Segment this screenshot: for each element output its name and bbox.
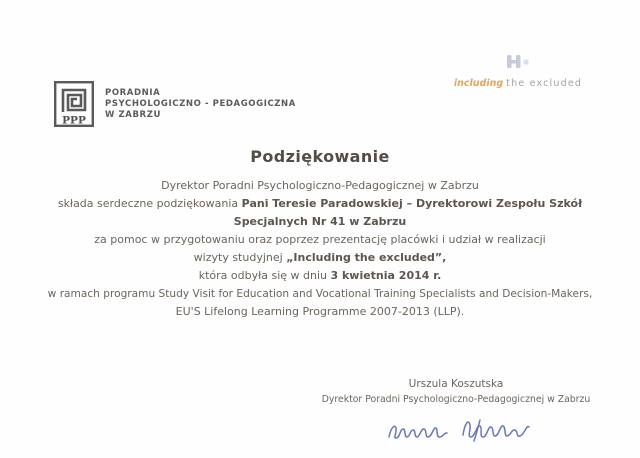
certificate-title: Podziękowanie — [250, 147, 390, 166]
org-name-line: PSYCHOLOGICZNO - PEDAGOGICZNA — [105, 99, 296, 109]
body-line-3: Specjalnych Nr 41 w Zabrzu — [233, 215, 407, 228]
body-line-2-normal: składa serdeczne podziękowania — [57, 197, 242, 210]
body-line-7: w ramach programu Study Visit for Education and Vocational Training Specialists and Decision-Makers, — [47, 288, 593, 300]
org-name-line: W ZABRZU — [105, 110, 161, 120]
brand-word-the-excluded: the excluded — [506, 78, 583, 89]
org-name-line: PORADNIA — [105, 88, 161, 98]
certificate-body — [0, 177, 640, 321]
body-line-8: EU'S Lifelong Learning Programme 2007-2013 (LLP). — [175, 305, 465, 318]
org-name — [105, 81, 296, 121]
handwritten-signature — [383, 414, 535, 452]
program-logo — [448, 54, 588, 89]
body-line-5-normal: wizyty studyjnej — [193, 251, 287, 264]
body-line-6-normal: która odbyła się w dniu — [198, 269, 331, 282]
ppp-meander-logo-icon — [54, 81, 94, 127]
signatory-role: Dyrektor Poradni Psychologiczno-Pedagogicznej w Zabrzu — [321, 394, 591, 405]
body-line-4: za pomoc w przygotowaniu oraz poprzez prezentację placówki i udział w realizacji — [94, 233, 546, 246]
body-line-5-bold: „Including the excluded”, — [286, 251, 447, 264]
signatory-name: Urszula Koszutska — [408, 378, 504, 390]
ppp-abbr: PPP — [62, 114, 86, 127]
body-line-5 — [0, 249, 640, 267]
program-logo-text — [448, 78, 588, 89]
including-the-excluded-icon — [505, 54, 531, 73]
body-line-1: Dyrektor Poradni Psychologiczno-Pedagogicznej w Zabrzu — [161, 179, 479, 192]
brand-word-including: including — [453, 78, 504, 89]
body-line-2 — [0, 195, 640, 213]
body-line-6 — [0, 267, 640, 285]
body-line-6-bold: 3 kwietnia 2014 r. — [330, 269, 442, 282]
body-line-2-bold: Pani Teresie Paradowskiej – Dyrektorowi Zespołu Szkół — [241, 197, 583, 210]
signature-block — [316, 377, 596, 407]
org-logo — [54, 81, 296, 127]
